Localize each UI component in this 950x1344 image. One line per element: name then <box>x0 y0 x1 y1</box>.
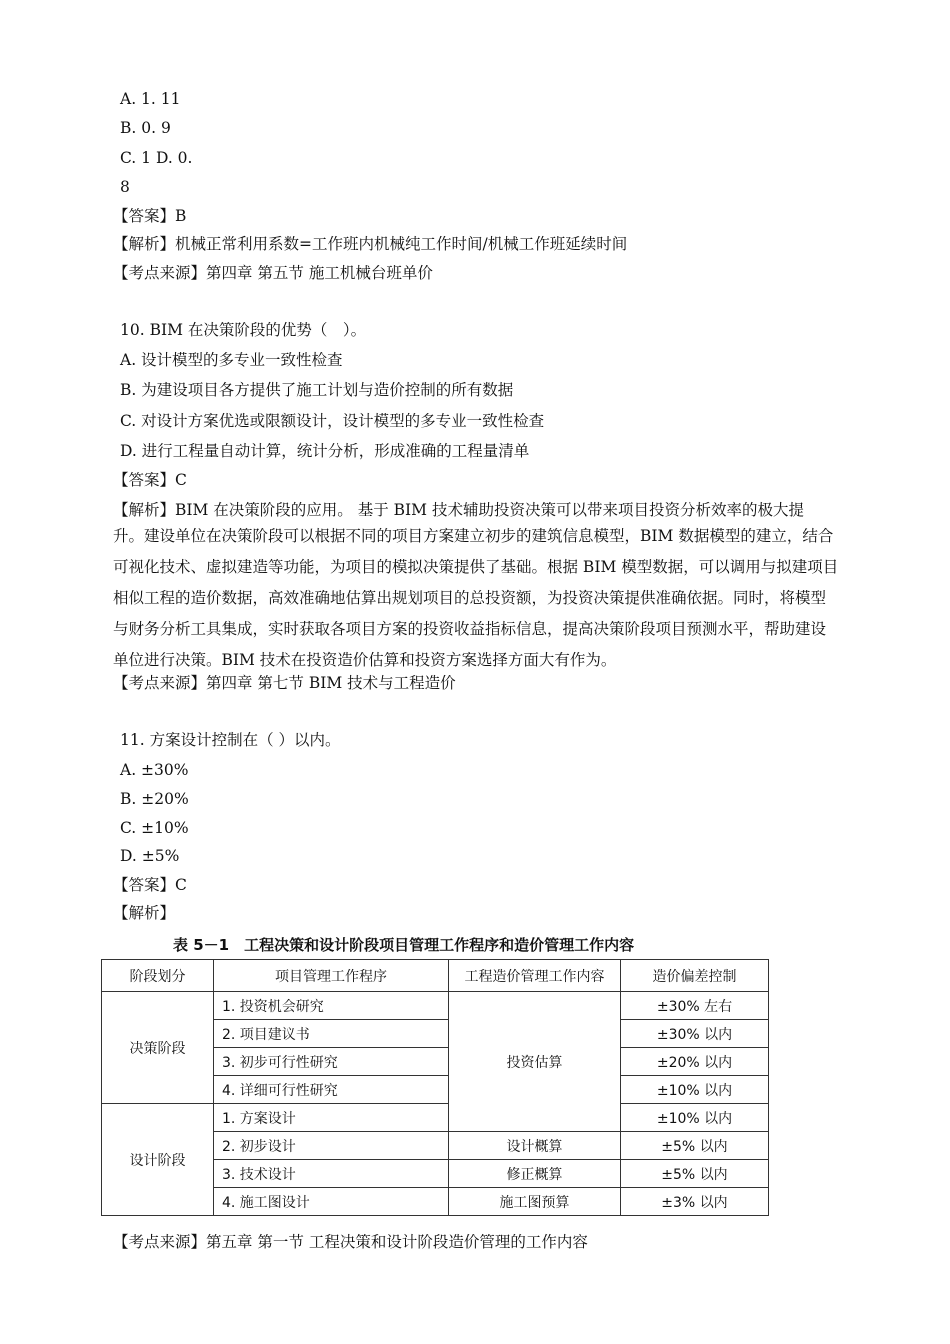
deviation-cell: ±5% 以内 <box>621 1160 769 1188</box>
procedure-cell: 4. 详细可行性研究 <box>214 1076 449 1104</box>
q10-option-d: D. 进行工程量自动计算，统计分析，形成准确的工程量清单 <box>120 442 530 460</box>
q9-option-c-d: C. 1 D. 0. <box>120 149 193 167</box>
procedure-cell: 4. 施工图设计 <box>214 1188 449 1216</box>
content-cell: 修正概算 <box>449 1160 621 1188</box>
header-stage: 阶段划分 <box>102 960 214 992</box>
q9-option-b: B. 0. 9 <box>120 119 171 137</box>
procedure-cell: 2. 项目建议书 <box>214 1020 449 1048</box>
stage-design: 设计阶段 <box>102 1104 214 1216</box>
q9-option-d-cont: 8 <box>120 178 130 196</box>
q10-stem: 10. BIM 在决策阶段的优势（ ）。 <box>120 321 367 339</box>
q9-analysis: 【解析】机械正常利用系数=工作班内机械纯工作时间/机械工作班延续时间 <box>113 235 628 253</box>
q11-stem: 11. 方案设计控制在（ ）以内。 <box>120 731 341 749</box>
q11-option-c: C. ±10% <box>120 819 189 837</box>
q10-analysis-line-6: 单位进行决策。BIM 技术在投资造价估算和投资方案选择方面大有作为。 <box>113 651 617 669</box>
q11-analysis: 【解析】 <box>113 904 176 922</box>
procedure-cell: 1. 方案设计 <box>214 1104 449 1132</box>
q10-option-b: B. 为建设项目各方提供了施工计划与造价控制的所有数据 <box>120 381 514 399</box>
q9-answer: 【答案】B <box>113 207 187 225</box>
deviation-cell: ±5% 以内 <box>621 1132 769 1160</box>
procedure-cell: 3. 初步可行性研究 <box>214 1048 449 1076</box>
q10-analysis-line-3: 可视化技术、虚拟建造等功能，为项目的模拟决策提供了基础。根据 BIM 模型数据，可以调用与拟建项目 <box>113 558 839 576</box>
deviation-cell: ±30% 左右 <box>621 992 769 1020</box>
q10-analysis-line-2: 升。建设单位在决策阶段可以根据不同的项目方案建立初步的建筑信息模型，BIM 数据模型的建立，结合 <box>113 527 834 545</box>
table-title: 表 5－1 工程决策和设计阶段项目管理工作程序和造价管理工作内容 <box>173 936 635 954</box>
content-cell: 施工图预算 <box>449 1188 621 1216</box>
procedure-cell: 2. 初步设计 <box>214 1132 449 1160</box>
table-header-row <box>102 960 769 992</box>
deviation-cell: ±10% 以内 <box>621 1076 769 1104</box>
q10-analysis-line-1: 【解析】BIM 在决策阶段的应用。 基于 BIM 技术辅助投资决策可以带来项目投资分析效率的极大提 <box>113 501 804 519</box>
q10-analysis-line-4: 相似工程的造价数据，高效准确地估算出规划项目的总投资额，为投资决策提供准确依据。同时，将模型 <box>113 589 827 607</box>
header-content: 工程造价管理工作内容 <box>449 960 621 992</box>
q10-source: 【考点来源】第四章 第七节 BIM 技术与工程造价 <box>113 674 456 692</box>
q9-option-a: A. 1. 11 <box>120 90 181 108</box>
procedure-cell: 1. 投资机会研究 <box>214 992 449 1020</box>
deviation-cell: ±30% 以内 <box>621 1020 769 1048</box>
q10-option-a: A. 设计模型的多专业一致性检查 <box>120 351 343 369</box>
content-cell: 设计概算 <box>449 1132 621 1160</box>
q10-option-c: C. 对设计方案优选或限额设计，设计模型的多专业一致性检查 <box>120 412 545 430</box>
q11-option-d: D. ±5% <box>120 847 180 865</box>
deviation-cell: ±20% 以内 <box>621 1048 769 1076</box>
procedure-cell: 3. 技术设计 <box>214 1160 449 1188</box>
q10-answer: 【答案】C <box>113 471 187 489</box>
cost-control-table <box>101 959 769 1216</box>
q9-source: 【考点来源】第四章 第五节 施工机械台班单价 <box>113 264 433 282</box>
content-estimate: 投资估算 <box>449 992 621 1132</box>
header-procedure: 项目管理工作程序 <box>214 960 449 992</box>
q11-source: 【考点来源】第五章 第一节 工程决策和设计阶段造价管理的工作内容 <box>113 1233 588 1251</box>
table-row <box>102 992 769 1020</box>
q11-option-b: B. ±20% <box>120 790 189 808</box>
q10-analysis-line-5: 与财务分析工具集成，实时获取各项目方案的投资收益指标信息，提高决策阶段项目预测水平，帮助建设 <box>113 620 827 638</box>
q11-option-a: A. ±30% <box>120 761 189 779</box>
q11-answer: 【答案】C <box>113 876 187 894</box>
stage-decision: 决策阶段 <box>102 992 214 1104</box>
table-row <box>102 1104 769 1132</box>
deviation-cell: ±3% 以内 <box>621 1188 769 1216</box>
deviation-cell: ±10% 以内 <box>621 1104 769 1132</box>
header-deviation: 造价偏差控制 <box>621 960 769 992</box>
